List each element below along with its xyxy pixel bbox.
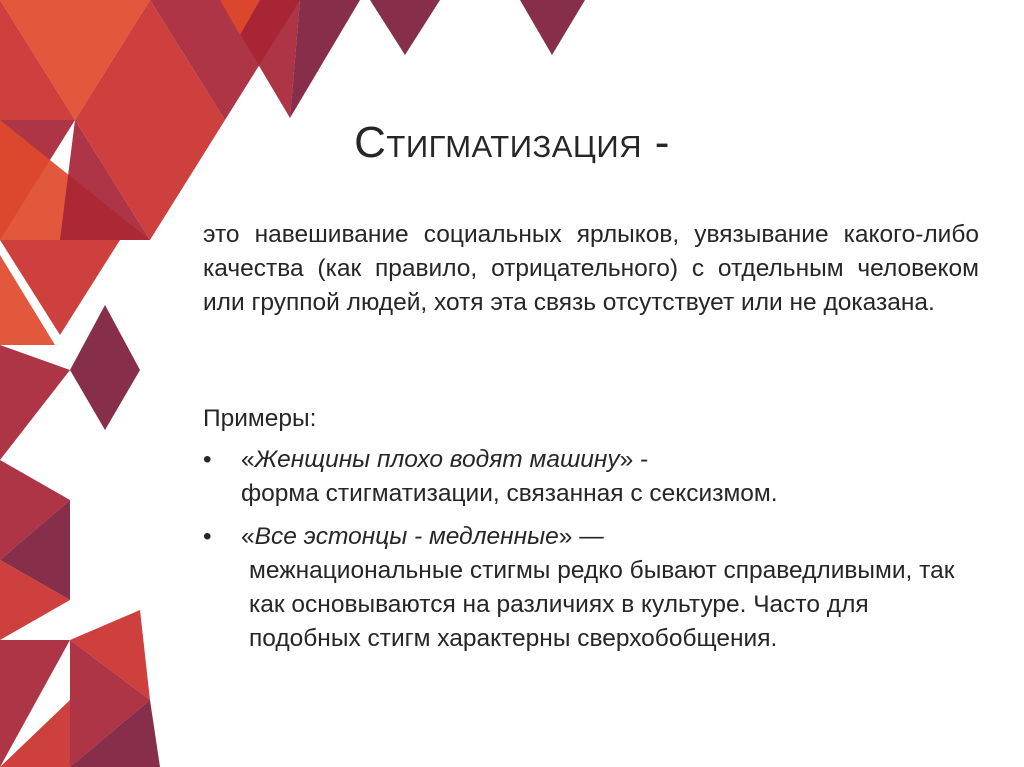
decor-triangle	[0, 345, 70, 460]
bullet-icon: •	[203, 446, 212, 473]
open-quote: «	[241, 523, 255, 550]
example-explanation: форма стигматизации, связанная с сексизмом.	[241, 480, 778, 507]
definition-text: это навешивание социальных ярлыков, увязывание какого-либо качества (как правило, отрицательного) с отдельным человеком или группой людей, хотя эта связь отсутствует или не доказана.	[203, 221, 979, 316]
decor-triangle	[370, 0, 440, 55]
close-quote: » -	[619, 446, 649, 473]
bullet-icon: •	[203, 523, 212, 550]
example-quote: Все эстонцы - медленные	[254, 523, 559, 550]
decor-triangle	[290, 0, 360, 118]
close-quote: » —	[558, 523, 604, 550]
slide-title: Стигматизация -	[354, 118, 670, 167]
example-explanation: межнациональные стигмы редко бывают справедливыми, так как основываются на различиях в культуре. Часто для подобных стигм характерны сверхобобщения.	[249, 557, 955, 652]
open-quote: «	[241, 446, 255, 473]
decor-triangle	[70, 370, 140, 430]
decor-triangle	[70, 305, 140, 370]
example-quote: Женщины плохо водят машину	[254, 446, 620, 473]
decor-triangle	[520, 0, 585, 55]
examples-label: Примеры:	[203, 405, 317, 432]
